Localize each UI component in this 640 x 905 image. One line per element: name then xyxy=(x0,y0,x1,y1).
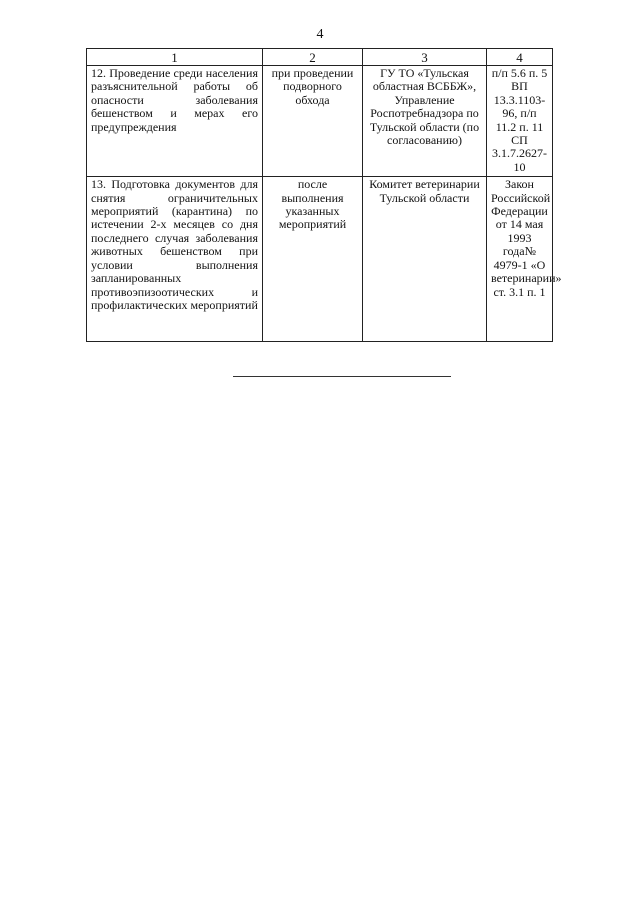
cell-responsible: ГУ ТО «Тульская областная ВСББЖ», Управление Роспотребнадзора по Тульской области (по согласованию) xyxy=(363,66,487,177)
table-row xyxy=(87,177,553,342)
page-number: 4 xyxy=(316,27,324,42)
cell-responsible: Комитет ветеринарии Тульской области xyxy=(363,177,487,342)
cell-task: 13. Подготовка документов для снятия ограничительных мероприятий (карантина) по истечении 2-х месяцев со дня последнего случая заболевания животных бешенством при условии выполнения запланированных противоэпизоотических и профилактических мероприятий xyxy=(87,177,263,342)
header-col-3: 3 xyxy=(363,49,487,66)
cell-timing: после выполнения указанных мероприятий xyxy=(263,177,363,342)
cell-basis: Закон Российской Федерации от 14 мая 1993 года№ 4979-1 «О ветеринарии» ст. 3.1 п. 1 xyxy=(487,177,553,342)
end-of-document-rule xyxy=(233,376,451,377)
measures-table xyxy=(86,48,562,342)
cell-basis: п/п 5.6 п. 5 ВП 13.3.1103-96, п/п 11.2 п. 11 СП 3.1.7.2627-10 xyxy=(487,66,553,177)
table-row xyxy=(87,66,553,177)
header-col-2: 2 xyxy=(263,49,363,66)
table-header-row xyxy=(87,49,553,66)
cell-task: 12. Проведение среди населения разъяснительной работы об опасности заболевания бешенством и мерах его предупреждения xyxy=(87,66,263,177)
cell-timing: при проведении подворного обхода xyxy=(263,66,363,177)
header-col-4: 4 xyxy=(487,49,553,66)
header-col-1: 1 xyxy=(87,49,263,66)
